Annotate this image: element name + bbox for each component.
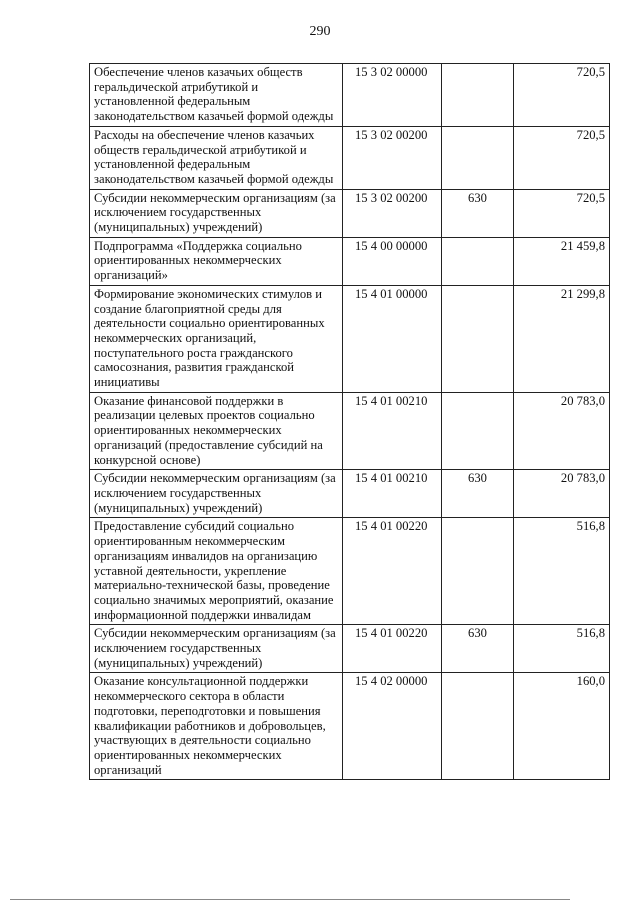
amount-cell: 720,5 (514, 126, 610, 189)
table-row (90, 625, 610, 673)
table-row (90, 126, 610, 189)
amount-cell: 160,0 (514, 673, 610, 780)
item-name-cell: Оказание финансовой поддержки в реализации целевых проектов социально ориентированных некоммерческих организаций (предоставление субсидий на конкурсной основе) (90, 392, 343, 470)
amount-cell: 720,5 (514, 189, 610, 237)
amount-cell: 720,5 (514, 64, 610, 127)
table-row (90, 64, 610, 127)
target-code-cell: 15 4 02 00000 (343, 673, 442, 780)
table-row (90, 237, 610, 285)
table-row (90, 189, 610, 237)
table-row (90, 470, 610, 518)
amount-cell: 20 783,0 (514, 470, 610, 518)
expense-type-cell (442, 237, 514, 285)
target-code-cell: 15 4 01 00220 (343, 625, 442, 673)
item-name-cell: Субсидии некоммерческим организациям (за исключением государственных (муниципальных) учреждений) (90, 625, 343, 673)
item-name-cell: Расходы на обеспечение членов казачьих обществ геральдической атрибутикой и установленной федеральным законодательством казачьей формой одежды (90, 126, 343, 189)
target-code-cell: 15 3 02 00200 (343, 189, 442, 237)
expense-type-cell (442, 673, 514, 780)
table-row (90, 518, 610, 625)
expense-type-cell (442, 64, 514, 127)
expense-type-cell (442, 126, 514, 189)
item-name-cell: Подпрограмма «Поддержка социально ориентированных некоммерческих организаций» (90, 237, 343, 285)
table-row (90, 673, 610, 780)
bottom-divider (10, 899, 570, 900)
page-number: 290 (309, 24, 331, 39)
expense-type-cell: 630 (442, 470, 514, 518)
expense-type-cell (442, 392, 514, 470)
expense-type-cell: 630 (442, 189, 514, 237)
target-code-cell: 15 3 02 00000 (343, 64, 442, 127)
amount-cell: 516,8 (514, 625, 610, 673)
table-row (90, 392, 610, 470)
amount-cell: 20 783,0 (514, 392, 610, 470)
item-name-cell: Оказание консультационной поддержки некоммерческого сектора в области подготовки, переподготовки и повышения квалификации работников и добровольцев, участвующих в деятельности социально ориентированных некоммерческих организаций (90, 673, 343, 780)
target-code-cell: 15 4 01 00210 (343, 392, 442, 470)
target-code-cell: 15 3 02 00200 (343, 126, 442, 189)
item-name-cell: Обеспечение членов казачьих обществ геральдической атрибутикой и установленной федеральным законодательством казачьей формой одежды (90, 64, 343, 127)
expense-type-cell (442, 285, 514, 392)
target-code-cell: 15 4 01 00000 (343, 285, 442, 392)
table-row (90, 285, 610, 392)
budget-table (89, 63, 610, 780)
expense-type-cell (442, 518, 514, 625)
item-name-cell: Субсидии некоммерческим организациям (за исключением государственных (муниципальных) учреждений) (90, 470, 343, 518)
target-code-cell: 15 4 01 00220 (343, 518, 442, 625)
expense-type-cell: 630 (442, 625, 514, 673)
amount-cell: 516,8 (514, 518, 610, 625)
item-name-cell: Субсидии некоммерческим организациям (за исключением государственных (муниципальных) учреждений) (90, 189, 343, 237)
item-name-cell: Формирование экономических стимулов и создание благоприятной среды для деятельности социально ориентированных некоммерческих организаций, поступательного роста гражданского самосознания, развития гражданской инициативы (90, 285, 343, 392)
target-code-cell: 15 4 00 00000 (343, 237, 442, 285)
target-code-cell: 15 4 01 00210 (343, 470, 442, 518)
amount-cell: 21 299,8 (514, 285, 610, 392)
amount-cell: 21 459,8 (514, 237, 610, 285)
item-name-cell: Предоставление субсидий социально ориентированным некоммерческим организациям инвалидов на организацию уставной деятельности, укрепление материально-технической базы, проведение социально значимых мероприятий, оказание информационной поддержки инвалидам (90, 518, 343, 625)
